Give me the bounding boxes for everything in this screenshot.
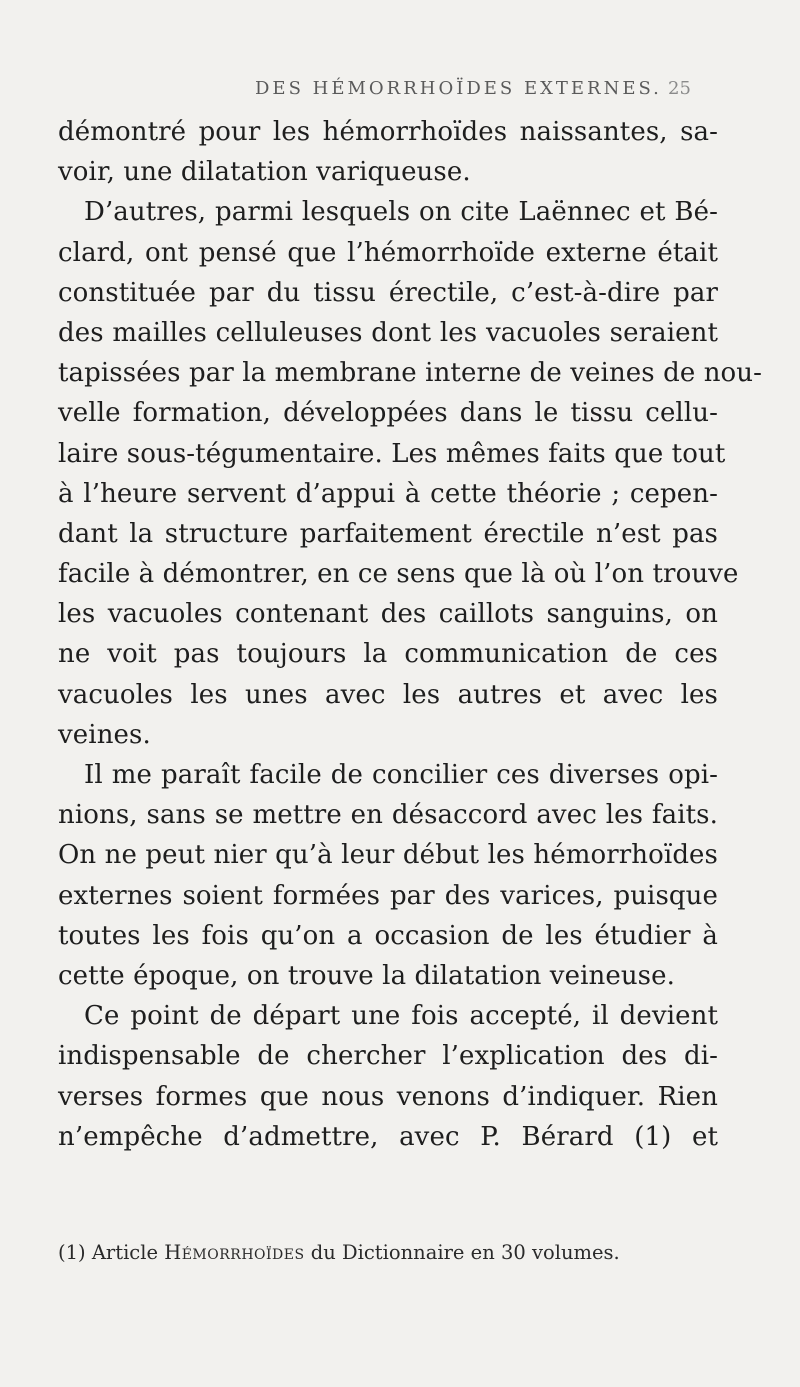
footnote-prefix: Article	[85, 1241, 165, 1264]
text-line: dant la structure parfaitement érectile n’est pas	[58, 518, 718, 549]
text-line: n’empêche d’admettre, avec P. Bérard (1) et	[58, 1121, 718, 1152]
text-line: facile à démontrer, en ce sens que là où l’on trouve	[58, 559, 739, 590]
text-line: externes soient formées par des varices, puisque	[58, 880, 718, 911]
text-line: vacuoles les unes avec les autres et avec les	[58, 679, 718, 710]
text-line: tapissées par la membrane interne de veines de nou-	[58, 358, 763, 389]
text-line: velle formation, développées dans le tissu cellu-	[58, 398, 718, 429]
text-line: D’autres, parmi lesquels on cite Laënnec et Bé-	[84, 197, 718, 228]
text-line: cette époque, on trouve la dilatation veineuse.	[58, 960, 675, 991]
running-title: DES HÉMORRHOÏDES EXTERNES.	[255, 78, 662, 99]
page-number: 25	[668, 78, 691, 99]
text-line: indispensable de chercher l’explication des di-	[58, 1041, 718, 1072]
text-line: à l’heure servent d’appui à cette théorie ; cepen-	[58, 478, 718, 509]
text-line: clard, ont pensé que l’hémorrhoïde externe était	[58, 237, 718, 268]
footnote-term: Hémorrhoïdes	[164, 1241, 305, 1264]
running-head	[0, 78, 800, 104]
text-line: voir, une dilatation variqueuse.	[58, 157, 471, 188]
text-line: verses formes que nous venons d’indiquer. Rien	[58, 1081, 718, 1112]
text-line: ne voit pas toujours la communication de ces	[58, 639, 718, 670]
text-line: nions, sans se mettre en désaccord avec les faits.	[58, 800, 718, 831]
text-line: On ne peut nier qu’à leur début les hémorrhoïdes	[58, 840, 718, 871]
text-line: toutes les fois qu’on a occasion de les étudier à	[58, 920, 718, 951]
text-line: laire sous-tégumentaire. Les mêmes faits que tout	[58, 438, 726, 469]
text-line: Ce point de départ une fois accepté, il devient	[84, 1001, 718, 1032]
footnote-suffix: du Dictionnaire en 30 volumes.	[304, 1241, 620, 1264]
footnote-marker: (1)	[58, 1241, 86, 1264]
body-text	[58, 112, 763, 1157]
footnote	[58, 1240, 718, 1266]
text-line: les vacuoles contenant des caillots sanguins, on	[58, 599, 718, 630]
text-line: des mailles celluleuses dont les vacuoles seraient	[58, 317, 718, 348]
text-line: démontré pour les hémorrhoïdes naissantes, sa-	[58, 117, 718, 147]
text-line: veines.	[58, 719, 151, 750]
text-line: constituée par du tissu érectile, c’est-à-dire par	[58, 277, 718, 308]
text-line: Il me paraît facile de concilier ces diverses opi-	[84, 760, 718, 790]
